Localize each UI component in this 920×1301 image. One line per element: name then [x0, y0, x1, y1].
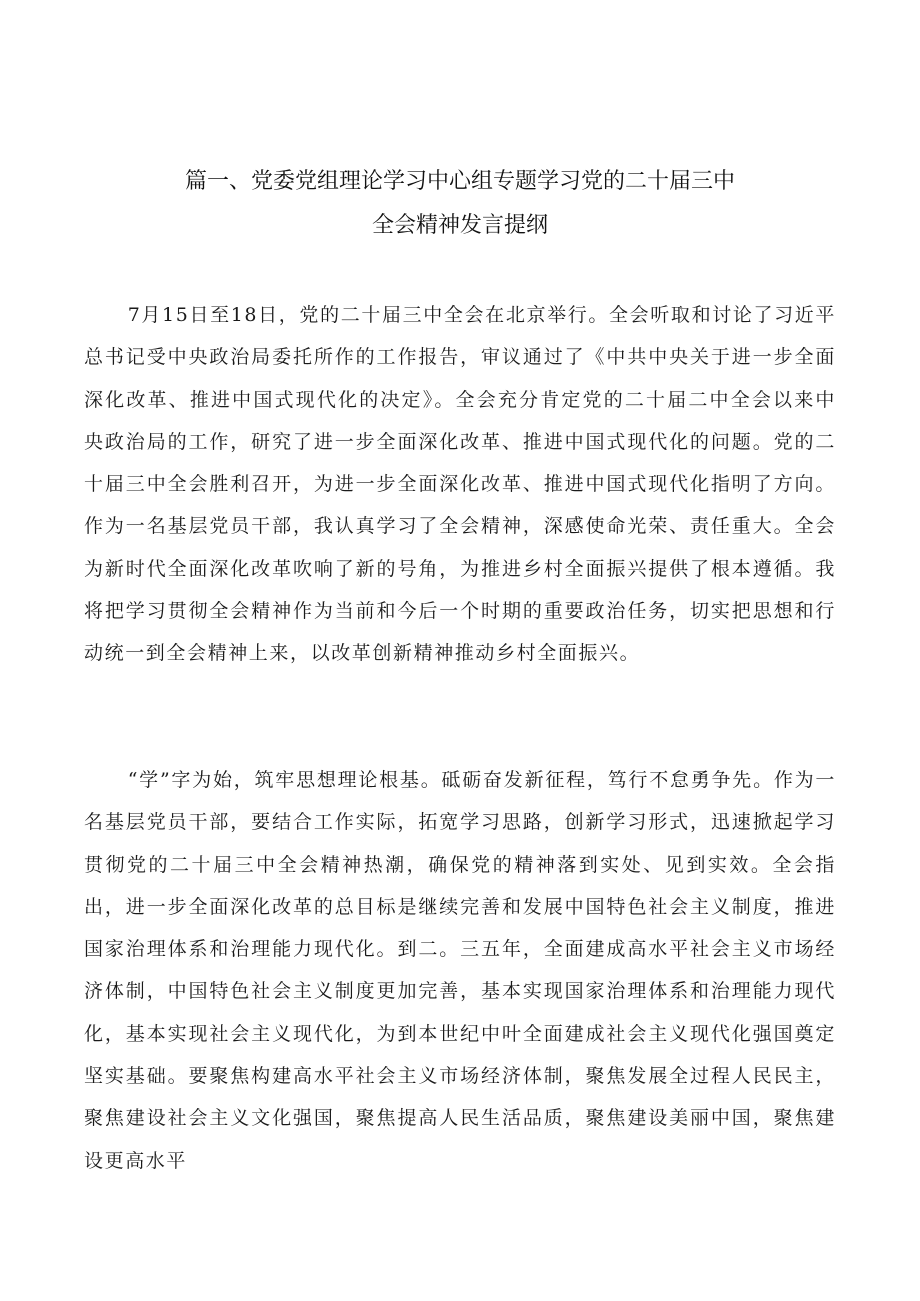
document-title-line-2: 全会精神发言提纲	[371, 213, 548, 238]
body-paragraph-1: 7月15日至18日，党的二十届三中全会在北京举行。全会听取和讨论了习近平总书记受中央政治局委托所作的工作报告，审议通过了《中共中央关于进一步全面深化改革、推进中国式现代化的决定》。全会充分肯定党的二十届二中全会以来中央政治局的工作，研究了进一步全面深化改革、推进中国式现代化的问题。党的二十届三中全会胜利召开，为进一步全面深化改革、推进中国式现代化指明了方向。作为一名基层党员干部，我认真学习了全会精神，深感使命光荣、责任重大。全会为新时代全面深化改革吹响了新的号角，为推进乡村全面振兴提供了根本遵循。我将把学习贯彻全会精神作为当前和今后一个时期的重要政治任务，切实把思想和行动统一到全会精神上来，以改革创新精神推动乡村全面振兴。	[84, 304, 836, 665]
body-paragraph-2: “学”字为始，筑牢思想理论根基。砥砺奋发新征程，笃行不怠勇争先。作为一名基层党员干部，要结合工作实际，拓宽学习思路，创新学习形式，迅速掀起学习贯彻党的二十届三中全会精神热潮，确保党的精神落到实处、见到实效。全会指出，进一步全面深化改革的总目标是继续完善和发展中国特色社会主义制度，推进国家治理体系和治理能力现代化。到二。三五年，全面建成高水平社会主义市场经济体制，中国特色社会主义制度更加完善，基本实现国家治理体系和治理能力现代化，基本实现社会主义现代化，为到本世纪中叶全面建成社会主义现代化强国奠定坚实基础。要聚焦构建高水平社会主义市场经济体制，聚焦发展全过程人民民主，聚焦建设社会主义文化强国，聚焦提高人民生活品质，聚焦建设美丽中国，聚焦建设更高水平	[84, 769, 836, 1172]
document-title-line-1: 篇一、党委党组理论学习中心组专题学习党的二十届三中	[184, 169, 735, 194]
